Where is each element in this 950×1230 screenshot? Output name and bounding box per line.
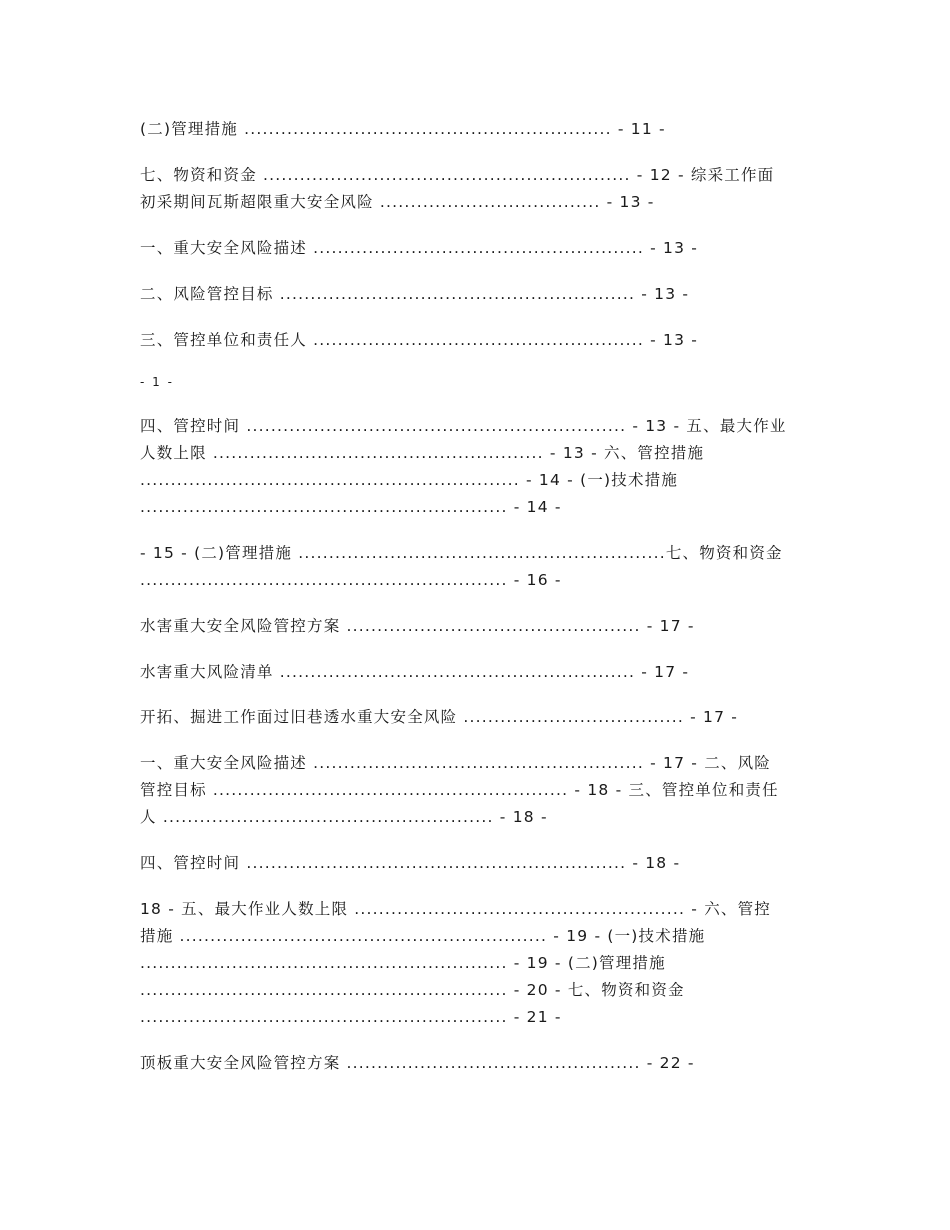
toc-line: 顶板重大安全风险管控方案 ................................................ - 22 - [140,1054,695,1072]
toc-line: .............................................................. - 14 - (一)技术措施 [140,471,679,489]
toc-line: 开拓、掘进工作面过旧巷透水重大安全风险 .................................... - 17 - [140,708,739,726]
toc-line: 初采期间瓦斯超限重大安全风险 .................................... - 13 - [140,193,655,211]
toc-line: 七、物资和资金 ............................................................ - 12 - 综采工作面 [140,166,775,184]
toc-line: 四、管控时间 .............................................................. - 13 - 五、最大作业 [140,417,787,435]
toc-line: 水害重大安全风险管控方案 ................................................ - 17 - [140,617,695,635]
toc-line: 一、重大安全风险描述 ...................................................... - 13 - [140,239,699,257]
toc-line: 18 - 五、最大作业人数上限 ...................................................... - 六、管控 [140,900,772,918]
toc-line: ............................................................ - 20 - 七、物资和资金 [140,981,685,999]
toc-line: 一、重大安全风险描述 ...................................................... - 17 - 二、风险 [140,754,772,772]
toc-line: - 15 - (二)管理措施 ............................................................七、物资和资金 [140,544,783,562]
toc-line: 措施 ............................................................ - 19 - (一)技术措施 [140,927,706,945]
toc-line: ............................................................ - 16 - [140,571,562,589]
toc-line: 三、管控单位和责任人 ...................................................... - 13 - [140,331,699,349]
toc-line: ............................................................ - 14 - [140,498,562,516]
toc-line: ............................................................ - 19 - (二)管理措施 [140,954,666,972]
page-number: - 1 - [140,375,174,389]
toc-line: 人 ...................................................... - 18 - [140,808,548,826]
toc-line: 管控目标 .......................................................... - 18 - 三、管控单位和责任 [140,781,779,799]
toc-line: 四、管控时间 .............................................................. - 18 - [140,854,681,872]
toc-line: 人数上限 ...................................................... - 13 - 六、管控措施 [140,444,705,462]
toc-line: ............................................................ - 21 - [140,1008,562,1026]
toc-line: (二)管理措施 ............................................................ - 11 - [140,120,666,138]
toc-line: 二、风险管控目标 .......................................................... - 13 - [140,285,690,303]
toc-line: 水害重大风险清单 .......................................................... - 17 - [140,663,690,681]
